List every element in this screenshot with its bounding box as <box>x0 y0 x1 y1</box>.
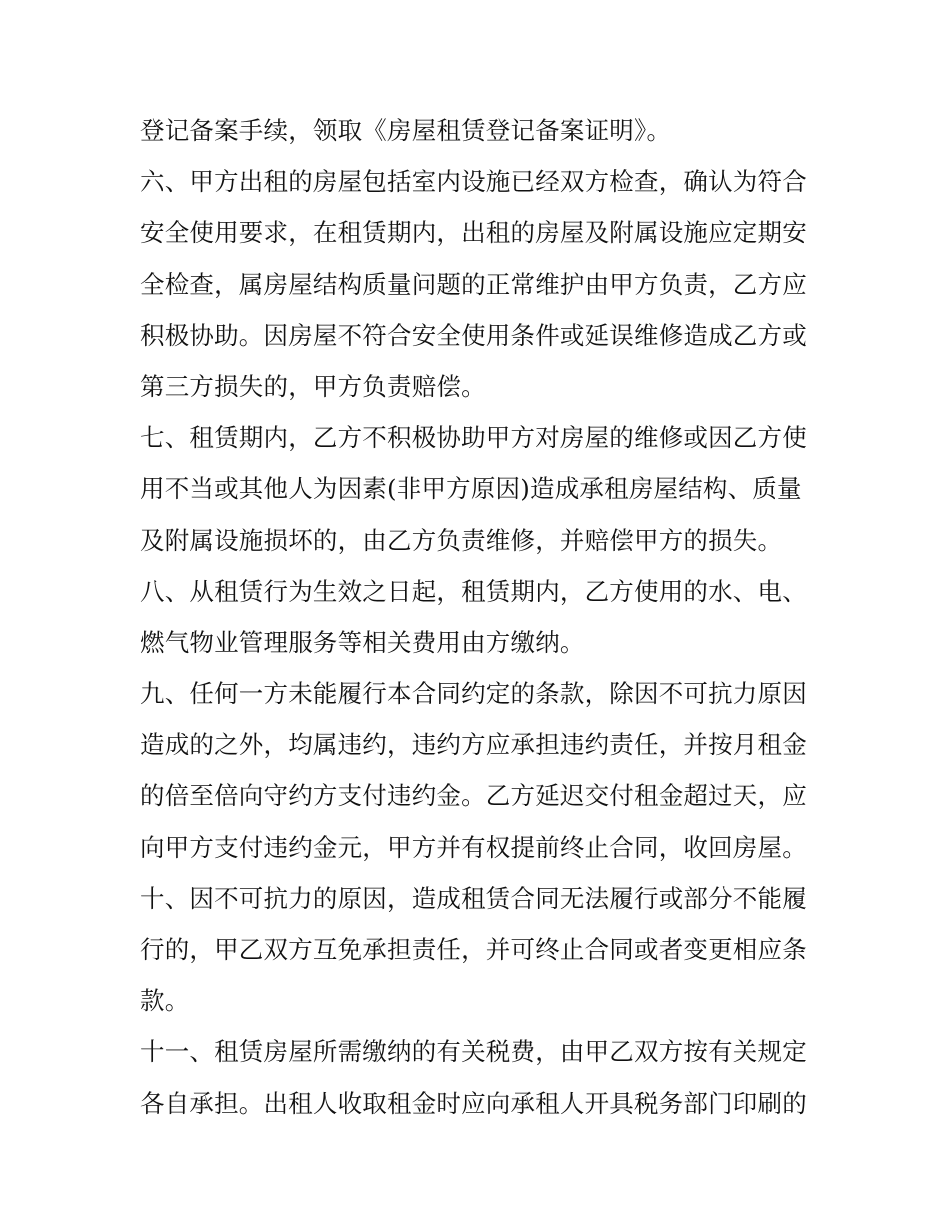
text-line: 款。 <box>140 986 190 1016</box>
text-line: 造成的之外，均属违约，违约方应承担违约责任，并按月租金 <box>140 730 807 760</box>
text-line: 燃气物业管理服务等相关费用由方缴纳。 <box>140 627 585 657</box>
text-line: 用不当或其他人为因素(非甲方原因)造成承租房屋结构、质量 <box>140 474 802 504</box>
text-line: 安全使用要求，在租赁期内，出租的房屋及附属设施应定期安 <box>140 218 807 248</box>
text-line: 九、任何一方未能履行本合同约定的条款，除因不可抗力原因 <box>140 679 807 709</box>
text-line: 向甲方支付违约金元，甲方并有权提前终止合同，收回房屋。 <box>140 832 807 862</box>
text-line: 十、因不可抗力的原因，造成租赁合同无法履行或部分不能履 <box>140 883 807 913</box>
text-line: 第三方损失的，甲方负责赔偿。 <box>140 371 486 401</box>
text-line: 登记备案手续，领取《房屋租赁登记备案证明》。 <box>140 116 672 145</box>
text-line: 全检查，属房屋结构质量问题的正常维护由甲方负责，乙方应 <box>140 269 807 299</box>
text-line: 的倍至倍向守约方支付违约金。乙方延迟交付租金超过天，应 <box>140 781 807 811</box>
text-line: 及附属设施损坏的，由乙方负责维修，并赔偿甲方的损失。 <box>140 525 783 555</box>
text-line: 各自承担。出租人收取租金时应向承租人开具税务部门印刷的 <box>140 1088 807 1118</box>
text-line: 七、租赁期内，乙方不积极协助甲方对房屋的维修或因乙方使 <box>140 423 807 453</box>
text-line: 行的，甲乙双方互免承担责任，并可终止合同或者变更相应条 <box>140 935 807 964</box>
text-line: 十一、租赁房屋所需缴纳的有关税费，由甲乙双方按有关规定 <box>140 1037 807 1067</box>
text-line: 六、甲方出租的房屋包括室内设施已经双方检查，确认为符合 <box>140 167 807 197</box>
text-line: 八、从租赁行为生效之日起，租赁期内，乙方使用的水、电、 <box>140 576 807 606</box>
text-line: 积极协助。因房屋不符合安全使用条件或延误维修造成乙方或 <box>140 320 807 350</box>
contract-text <box>140 105 820 1129</box>
